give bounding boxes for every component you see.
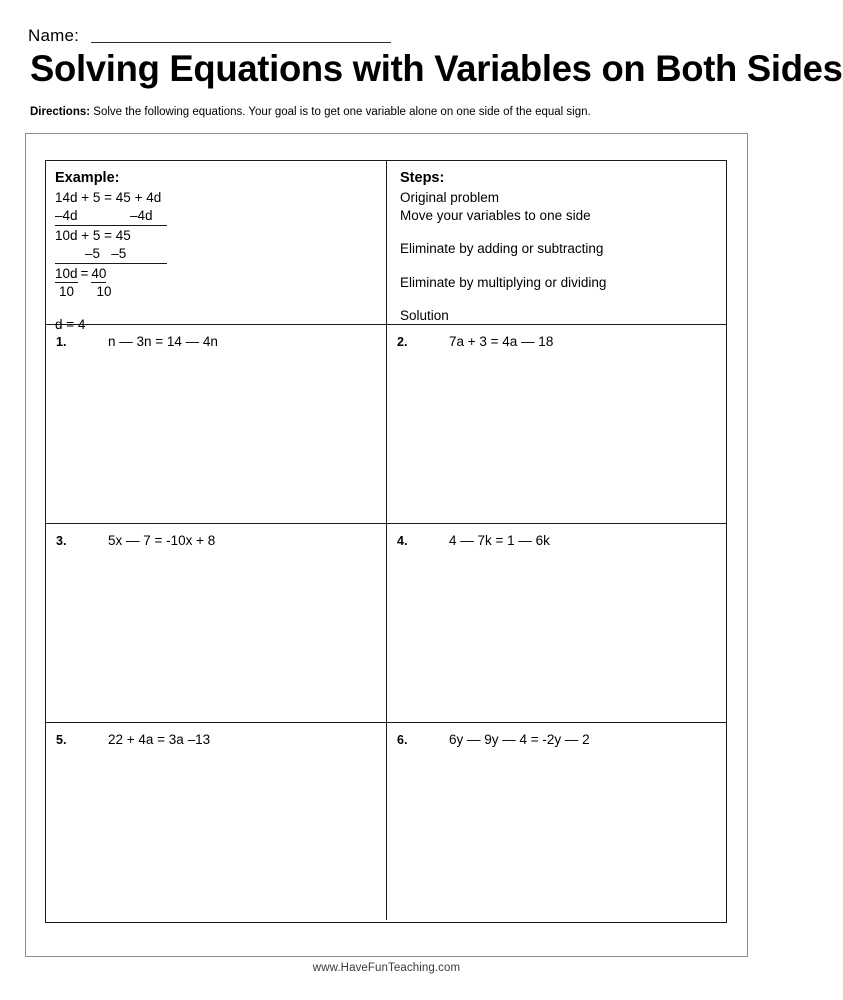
footer-url: www.HaveFunTeaching.com (312, 962, 461, 974)
problem-equation: 6y — 9y — 4 = -2y — 2 (449, 732, 590, 747)
directions-label: Directions: (30, 106, 91, 118)
problem-cell-6[interactable] (386, 723, 725, 920)
problem-number: 6. (397, 733, 408, 747)
problem-equation: 4 — 7k = 1 — 6k (449, 533, 550, 548)
worksheet-table (45, 160, 727, 923)
table-row (46, 161, 726, 332)
problem-number: 5. (56, 733, 67, 747)
page-title: Solving Equations with Variables on Both Sides (30, 48, 843, 89)
example-numerator-right: 40 (91, 266, 107, 281)
step-item: Move your variables to one side (400, 207, 591, 223)
example-heading: Example: (55, 170, 120, 186)
example-division-row (55, 265, 386, 283)
steps-list (400, 189, 725, 325)
problem-equation: 5x — 7 = -10x + 8 (108, 533, 216, 548)
name-write-line[interactable] (91, 42, 391, 43)
table-row (46, 722, 726, 920)
problem-number: 2. (397, 335, 408, 349)
problem-equation: n — 3n = 14 — 4n (108, 334, 218, 349)
table-row (46, 324, 726, 523)
problem-number: 3. (56, 534, 67, 548)
example-solution: d = 4 (55, 317, 86, 332)
problem-equation: 7a + 3 = 4a — 18 (449, 334, 554, 349)
step-item: Original problem (400, 190, 500, 205)
directions (30, 105, 730, 120)
problem-number: 4. (397, 534, 408, 548)
example-cell (46, 161, 386, 332)
steps-heading: Steps: (400, 170, 445, 186)
example-line-2: –4d –4d (55, 207, 167, 227)
table-row (46, 523, 726, 722)
problem-cell-1[interactable] (46, 325, 386, 523)
step-item: Solution (400, 308, 449, 323)
step-item: Eliminate by adding or subtracting (400, 241, 604, 256)
steps-cell (386, 161, 725, 324)
example-line-1: 14d + 5 = 45 + 4d (55, 190, 162, 205)
problem-cell-4[interactable] (386, 524, 725, 722)
example-numerator-left: 10d (55, 266, 78, 281)
example-line-3: 10d + 5 = 45 (55, 228, 131, 243)
directions-text: Solve the following equations. Your goal is to get one variable alone on one side of the equal sign. (90, 106, 591, 118)
name-label: Name: (28, 26, 80, 45)
problem-number: 1. (56, 335, 67, 349)
problem-equation: 22 + 4a = 3a –13 (108, 732, 211, 747)
problem-cell-5[interactable] (46, 723, 386, 920)
example-denominators: 10 10 (59, 284, 112, 299)
step-item: Eliminate by multiplying or dividing (400, 274, 607, 290)
example-line-4: –5 –5 (55, 245, 167, 265)
problem-cell-2[interactable] (386, 325, 725, 523)
problem-cell-3[interactable] (46, 524, 386, 722)
name-row (28, 20, 728, 46)
example-equals-sign: = (80, 266, 89, 281)
